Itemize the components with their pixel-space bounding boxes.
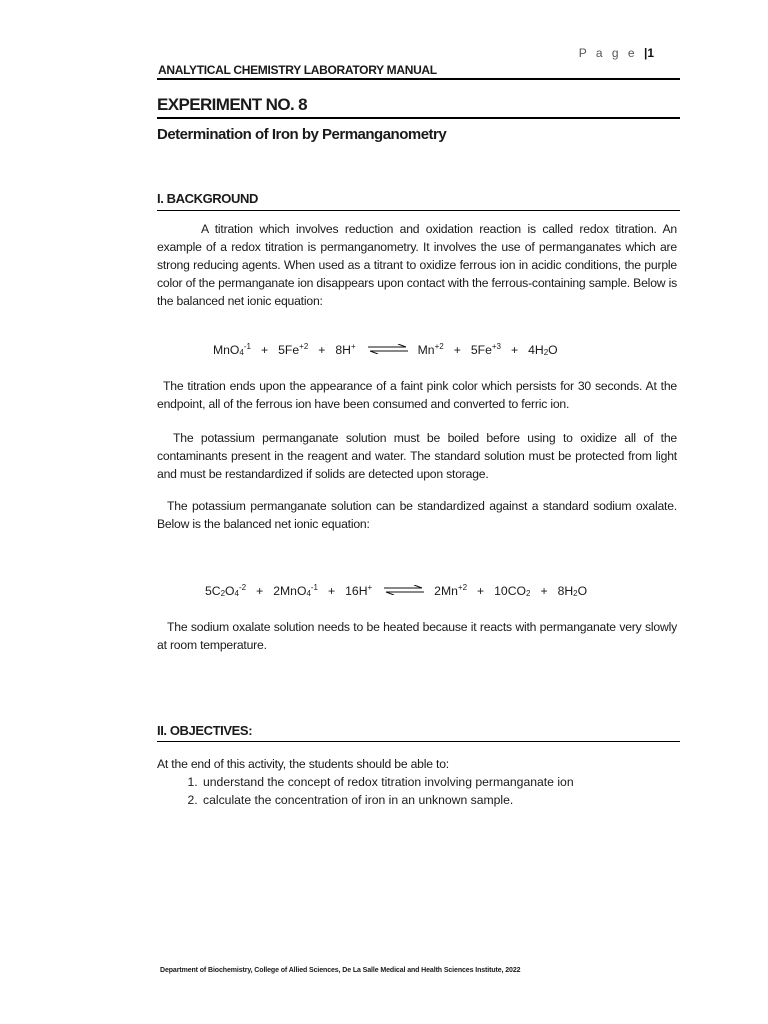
manual-title: ANALYTICAL CHEMISTRY LABORATORY MANUAL [158,63,437,77]
background-paragraph-5: The sodium oxalate solution needs to be heated because it reacts with permanganate very slowly at room temperature. [157,620,677,652]
title-divider [157,117,680,119]
eq2-plus: + [328,584,336,598]
background-divider [157,210,680,211]
objective-item: 2. calculate the concentration of iron in an unknown sample. [201,791,677,809]
objectives-divider [157,741,680,742]
background-paragraph-3: The potassium permanganate solution must be boiled before using to oxidize all of the contaminants present in the reagent and water. The standard solution must be protected from light and must be restandardized if solids are detected upon storage. [157,431,677,481]
page-separator: | [643,46,648,60]
eq2-reactant-hydrogen: 16H+ [345,583,373,598]
eq1-plus: + [318,343,326,357]
eq1-product-water: $4H_2O$ [528,343,558,357]
background-heading: I. BACKGROUND [157,191,258,206]
eq2-reactant-oxalate: $5C_2O_4^{-2}$ [205,583,247,598]
eq1-plus: + [261,343,269,357]
equilibrium-arrow-icon [368,344,408,354]
objectives-intro: At the end of this activity, the students should be able to: [157,757,449,771]
eq2-product-carbon-dioxide: $10CO_2$ [494,584,531,598]
background-paragraph-4: The potassium permanganate solution can be standardized against a standard sodium oxalate. Below is the balanced net ionic equation: [157,499,677,531]
objectives-heading: II. OBJECTIVES: [157,723,253,738]
eq2-plus: + [540,584,548,598]
header-divider [157,78,680,80]
background-paragraph-2: The titration ends upon the appearance of a faint pink color which persists for 30 seconds. At the endpoint, all of the ferrous ion have been consumed and converted to ferric ion. [157,379,677,411]
page-label: P a g e [578,46,638,60]
eq1-reactant-ferrous: $5Fe^{+2}$ [278,342,309,357]
eq1-product-ferric: $5Fe^{+3}$ [470,342,501,357]
page-footer: Department of Biochemistry, College of Allied Sciences, De La Salle Medical and Health Sciences Institute, 2022 [160,967,521,974]
equilibrium-arrow-icon [384,585,424,595]
experiment-number: EXPERIMENT NO. 8 [157,95,308,114]
objectives-list [157,773,677,809]
eq2-reactant-permanganate: 2MnO$_4^{-1}$ [273,583,319,598]
eq2-plus: + [256,584,264,598]
page-number [579,46,654,60]
equation-iron-oxidation [213,342,568,357]
eq1-reactant-permanganate: MnO$_4^{-1}$ [213,342,251,357]
eq1-plus: + [453,343,461,357]
eq1-product-manganese: $Mn^{+2}$ [417,342,444,357]
objective-item: 1. understand the concept of redox titration involving permanganate ion [201,773,677,791]
eq2-product-water: $8H_2O$ [557,584,588,598]
eq2-product-manganese: $2Mn^{+2}$ [434,583,468,598]
experiment-title: Determination of Iron by Permanganometry [157,126,447,143]
page-number-value: 1 [647,46,654,60]
background-paragraph-1: A titration which involves reduction and oxidation reaction is called redox titration. An example of a redox titration is permanganometry. It involves the use of permanganates which are strong reducing agents. When used as a titrant to oxidize ferrous ion in acidic conditions, the purple color of the permanganate ion disappears upon contact with the ferrous-containing sample. Below is the balanced net ionic equation: [157,222,677,308]
eq2-plus: + [477,584,485,598]
equation-oxalate-standardization [205,583,597,598]
eq1-reactant-hydrogen: 8H+ [335,342,356,357]
eq1-plus: + [510,343,519,357]
